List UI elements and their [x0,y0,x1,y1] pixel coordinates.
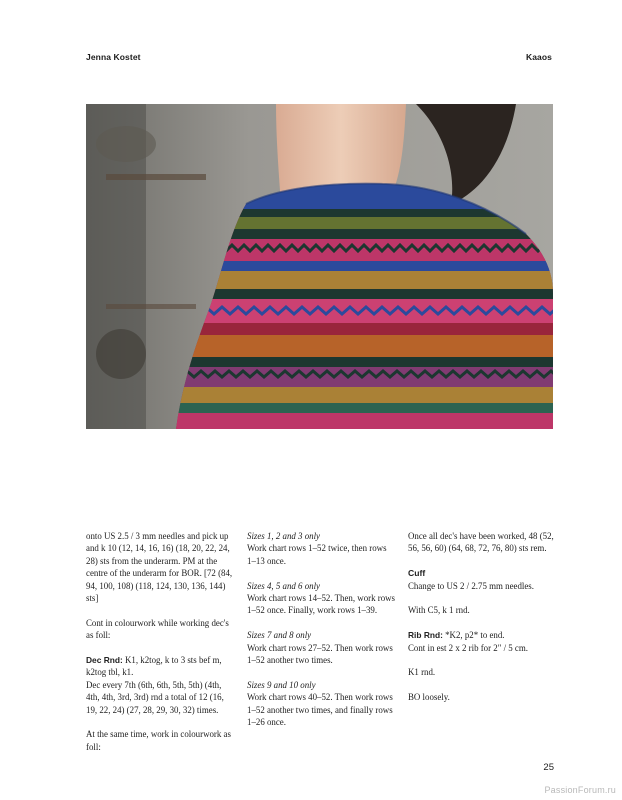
sizes-4-6-text: Work chart rows 14–52. Then, work rows 1–52 once. Finally, work rows 1–39. [247,593,395,616]
rib-round-text: *K2, p2* to end. [442,630,505,641]
rib-round-label: Rib Rnd: [408,630,443,641]
cuff-needle-text: Change to US 2 / 2.75 mm needles. [408,580,534,591]
cuff-block [408,567,556,592]
pickup-text: onto US 2.5 / 3 mm needles and pick up and k 10 (12, 14, 16, 16) (18, 20, 22, 24, 28) sts from the underarm. PM at the centre of the underarm for BOR. [72 (84, 94, 100, 108) (118, 124, 130, 136, 144) sts] [86,531,233,604]
sizes-9-10-text: Work chart rows 40–52. Then work rows 1–52 another two times, and finally rows 1–26 once. [247,692,393,728]
bo-text: BO loosely. [408,692,450,703]
k1-rnd-text: K1 rnd. [408,667,436,678]
sizes-1-3-title: Sizes 1, 2 and 3 only [247,531,320,541]
watermark: PassionForum.ru [544,785,616,795]
sizes-7-8-text: Work chart rows 27–52. Then work rows 1–52 another two times. [247,642,393,666]
sizes-7-8-title: Sizes 7 and 8 only [247,630,312,641]
sizes-4-6-title: Sizes 4, 5 and 6 only [247,580,320,591]
sizes-1-3-text: Work chart rows 1–52 twice, then rows 1–13 once. [247,543,387,566]
dec-round-block [86,654,234,679]
column-2 [247,530,397,741]
author-name: Jenna Kostet [86,52,141,62]
sizes-4-6-block [247,580,397,617]
pattern-name: Kaaos [525,52,552,62]
cuff-heading: Cuff [408,568,426,579]
with-c5-text: With C5, k 1 rnd. [408,605,470,616]
dec-complete-text: Once all dec's have been worked, 48 (52, 56, 56, 60) (64, 68, 72, 76, 80) sts rem. [408,531,554,554]
sizes-9-10-block [247,679,397,729]
dec-every-text: Dec every 7th (6th, 6th, 5th, 5th) (4th, 4th, 4th, 3rd, 3rd) rnd a total of 12 (16, 19, 22, 24) (27, 28, 29, 30, 32) times. [86,679,224,715]
page-number: 25 [543,762,554,773]
cont-colourwork-text: Cont in colourwork while working dec's as foll: [86,617,229,641]
dec-round-label: Dec Rnd: [86,655,123,666]
cont-rib-text: Cont in est 2 x 2 rib for 2" / 5 cm. [408,642,528,653]
column-3 [408,530,556,716]
sizes-9-10-title: Sizes 9 and 10 only [247,679,316,690]
sizes-1-3-block [247,530,397,567]
column-1 [86,530,234,766]
sweater-photo [86,104,553,429]
dec-round-text: K1, k2tog, k to 3 sts bef m, k2tog tbl, k1. [86,655,222,678]
sizes-7-8-block [247,629,397,666]
rib-round-block [408,629,556,654]
same-time-text: At the same time, work in colourwork as foll: [86,729,231,752]
